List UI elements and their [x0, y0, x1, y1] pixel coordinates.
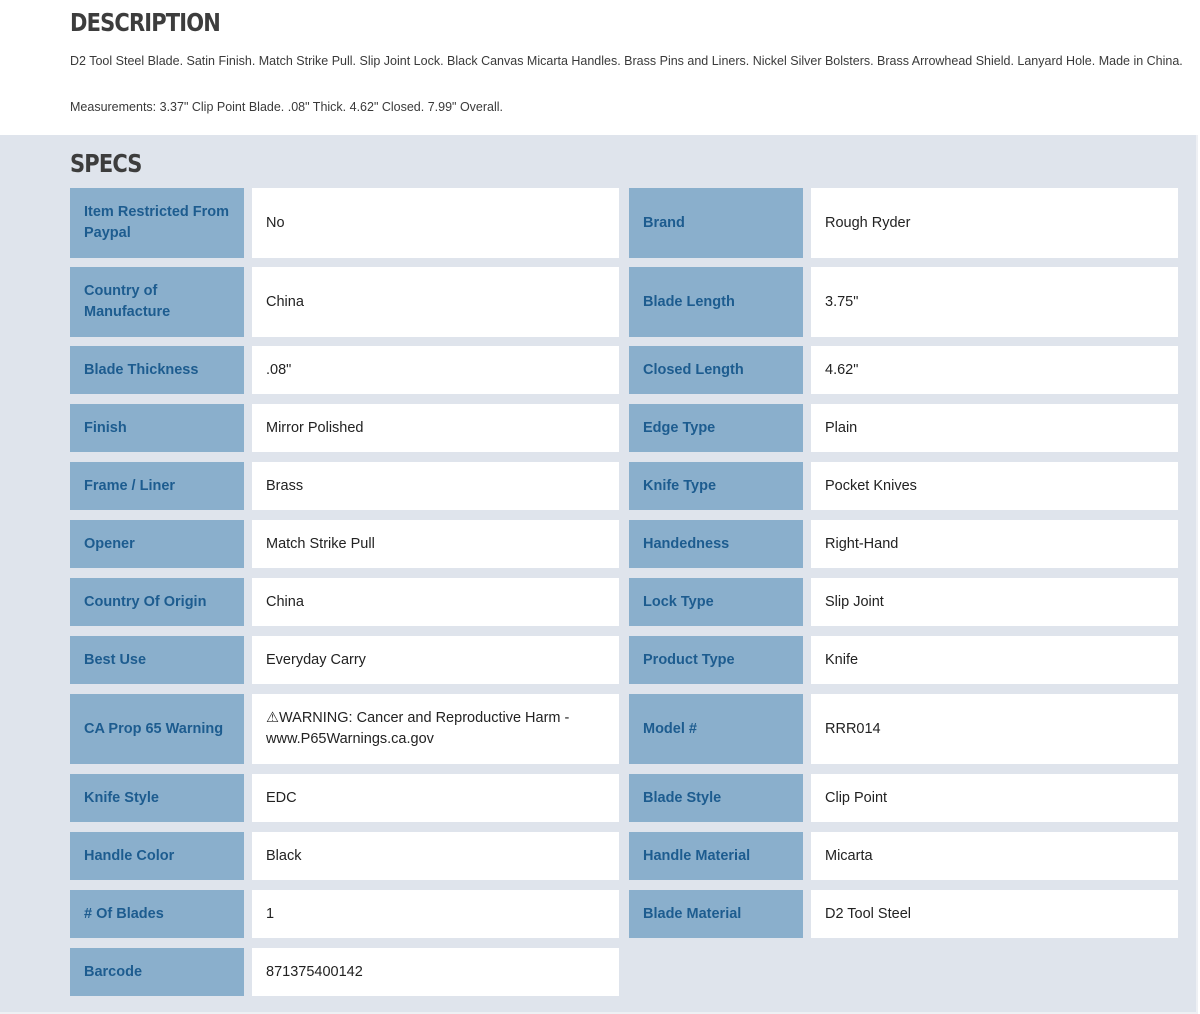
- spec-value-knife-style: EDC: [252, 774, 619, 822]
- spec-value-item-restricted-from-paypal: No: [252, 188, 619, 258]
- specs-heading: SPECS: [70, 149, 142, 178]
- spec-value-country-of-origin: China: [252, 578, 619, 626]
- spec-value-closed-length: 4.62": [811, 346, 1178, 394]
- spec-value-blade-length: 3.75": [811, 267, 1178, 337]
- spec-label-lock-type: Lock Type: [629, 578, 803, 626]
- spec-value-frame-liner: Brass: [252, 462, 619, 510]
- spec-label-edge-type: Edge Type: [629, 404, 803, 452]
- spec-label-country-of-origin: Country Of Origin: [70, 578, 244, 626]
- spec-label-knife-style: Knife Style: [70, 774, 244, 822]
- spec-label-handle-color: Handle Color: [70, 832, 244, 880]
- spec-value-ca-prop-65-warning: ⚠WARNING: Cancer and Reproductive Harm - www.P65Warnings.ca.gov: [252, 694, 619, 764]
- spec-value-edge-type: Plain: [811, 404, 1178, 452]
- spec-label-product-type: Product Type: [629, 636, 803, 684]
- description-section: [0, 0, 1200, 135]
- specs-section: [0, 135, 1198, 1014]
- spec-value-handedness: Right-Hand: [811, 520, 1178, 568]
- spec-label-blade-material: Blade Material: [629, 890, 803, 938]
- spec-label-finish: Finish: [70, 404, 244, 452]
- spec-label-blade-thickness: Blade Thickness: [70, 346, 244, 394]
- spec-label-blade-length: Blade Length: [629, 267, 803, 337]
- spec-value-knife-type: Pocket Knives: [811, 462, 1178, 510]
- spec-label-model-number: Model #: [629, 694, 803, 764]
- spec-label-ca-prop-65-warning: CA Prop 65 Warning: [70, 694, 244, 764]
- spec-value-brand: Rough Ryder: [811, 188, 1178, 258]
- spec-value-finish: Mirror Polished: [252, 404, 619, 452]
- spec-value-lock-type: Slip Joint: [811, 578, 1178, 626]
- spec-label-barcode: Barcode: [70, 948, 244, 996]
- spec-value-country-of-manufacture: China: [252, 267, 619, 337]
- spec-label-brand: Brand: [629, 188, 803, 258]
- spec-label-knife-type: Knife Type: [629, 462, 803, 510]
- spec-value-product-type: Knife: [811, 636, 1178, 684]
- spec-label-handedness: Handedness: [629, 520, 803, 568]
- spec-value-handle-color: Black: [252, 832, 619, 880]
- description-measurements: Measurements: 3.37" Clip Point Blade. .08" Thick. 4.62" Closed. 7.99" Overall.: [70, 100, 504, 114]
- spec-value-blade-thickness: .08": [252, 346, 619, 394]
- spec-value-handle-material: Micarta: [811, 832, 1178, 880]
- spec-label-item-restricted-from-paypal: Item Restricted From Paypal: [70, 188, 244, 258]
- description-text: D2 Tool Steel Blade. Satin Finish. Match Strike Pull. Slip Joint Lock. Black Canvas Micarta Handles. Brass Pins and Liners. Nickel Silver Bolsters. Brass Arrowhead Shield. Lanyard Hole. Made in China.: [70, 54, 1183, 68]
- spec-value-opener: Match Strike Pull: [252, 520, 619, 568]
- spec-value-number-of-blades: 1: [252, 890, 619, 938]
- spec-value-blade-style: Clip Point: [811, 774, 1178, 822]
- spec-label-country-of-manufacture: Country of Manufacture: [70, 267, 244, 337]
- spec-value-best-use: Everyday Carry: [252, 636, 619, 684]
- spec-value-blade-material: D2 Tool Steel: [811, 890, 1178, 938]
- spec-label-blade-style: Blade Style: [629, 774, 803, 822]
- spec-label-closed-length: Closed Length: [629, 346, 803, 394]
- spec-label-number-of-blades: # Of Blades: [70, 890, 244, 938]
- spec-label-handle-material: Handle Material: [629, 832, 803, 880]
- spec-label-frame-liner: Frame / Liner: [70, 462, 244, 510]
- spec-value-barcode: 871375400142: [252, 948, 619, 996]
- spec-label-best-use: Best Use: [70, 636, 244, 684]
- description-heading: DESCRIPTION: [70, 8, 221, 37]
- spec-label-opener: Opener: [70, 520, 244, 568]
- spec-value-model-number: RRR014: [811, 694, 1178, 764]
